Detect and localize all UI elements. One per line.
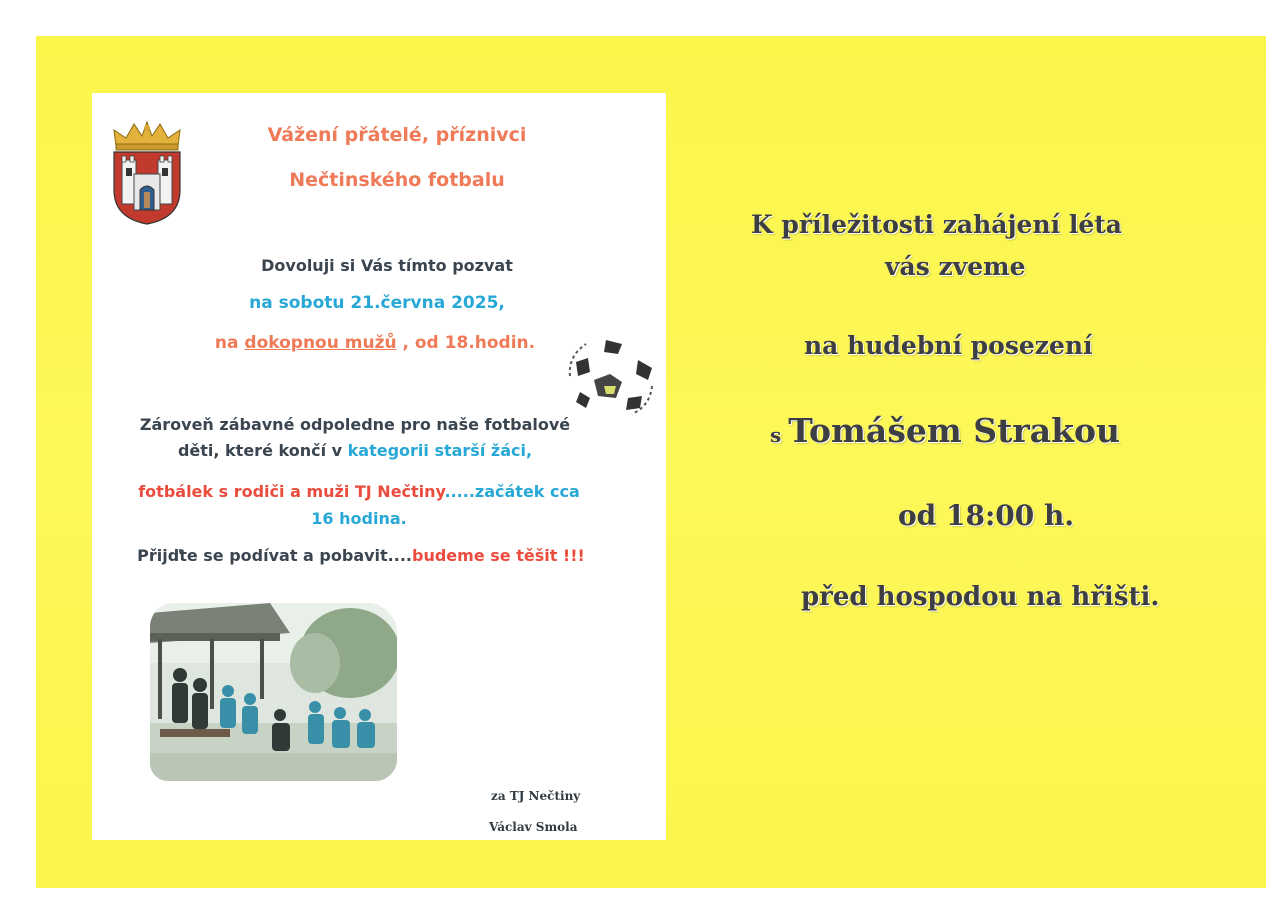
- greeting-line-2: Nečtinského fotbalu: [289, 169, 505, 191]
- closing-line: [74, 546, 648, 565]
- signature-org: za TJ Nečtiny: [491, 789, 581, 803]
- kids-line-2-part-2: , které končí v: [213, 441, 348, 460]
- closing-part-2: budeme se těšit !!!: [412, 546, 585, 565]
- invite-event-prefix: na: [214, 333, 245, 353]
- greeting-line-1: Vážení přátelé, příznivci: [267, 124, 527, 146]
- right-line-6: před hospodou na hřišti.: [801, 582, 1160, 612]
- match-line-1-part-1: fotbálek s rodiči a muži TJ Nečtiny: [138, 482, 445, 501]
- invite-event-underlined: dokopnou mužů: [244, 333, 397, 353]
- invite-intro: Dovoluji si Vás tímto pozvat: [261, 256, 513, 275]
- match-line-1: [72, 482, 646, 501]
- match-line-1-part-2: .....začátek cca: [444, 482, 580, 501]
- signature-name: Václav Smola: [489, 820, 578, 834]
- match-line-2: 16 hodina.: [311, 509, 407, 528]
- closing-part-1: Přijďte se podívat a pobavit....: [137, 546, 412, 565]
- kids-line-2: [68, 441, 642, 460]
- right-line-3: na hudební posezení: [804, 331, 1093, 360]
- kids-line-2-part-1: děti: [177, 441, 214, 460]
- invite-date: na sobotu 21.června 2025,: [249, 293, 505, 313]
- kids-line-1: Zároveň zábavné odpoledne pro naše fotbalové: [139, 415, 571, 434]
- kids-line-2-part-3: kategorii starší žáci,: [347, 441, 533, 460]
- team-photo: [150, 603, 397, 781]
- right-line-4: [770, 411, 1120, 450]
- invite-event: [88, 333, 662, 353]
- right-line-4-name: Tomášem Strakou: [788, 411, 1121, 450]
- right-line-2: vás zveme: [885, 252, 1026, 281]
- right-line-1: K příležitosti zahájení léta: [751, 210, 1122, 239]
- invite-event-suffix: , od 18.hodin.: [396, 333, 536, 353]
- right-line-4-prefix: s: [770, 423, 789, 447]
- right-line-5: od 18:00 h.: [898, 499, 1075, 532]
